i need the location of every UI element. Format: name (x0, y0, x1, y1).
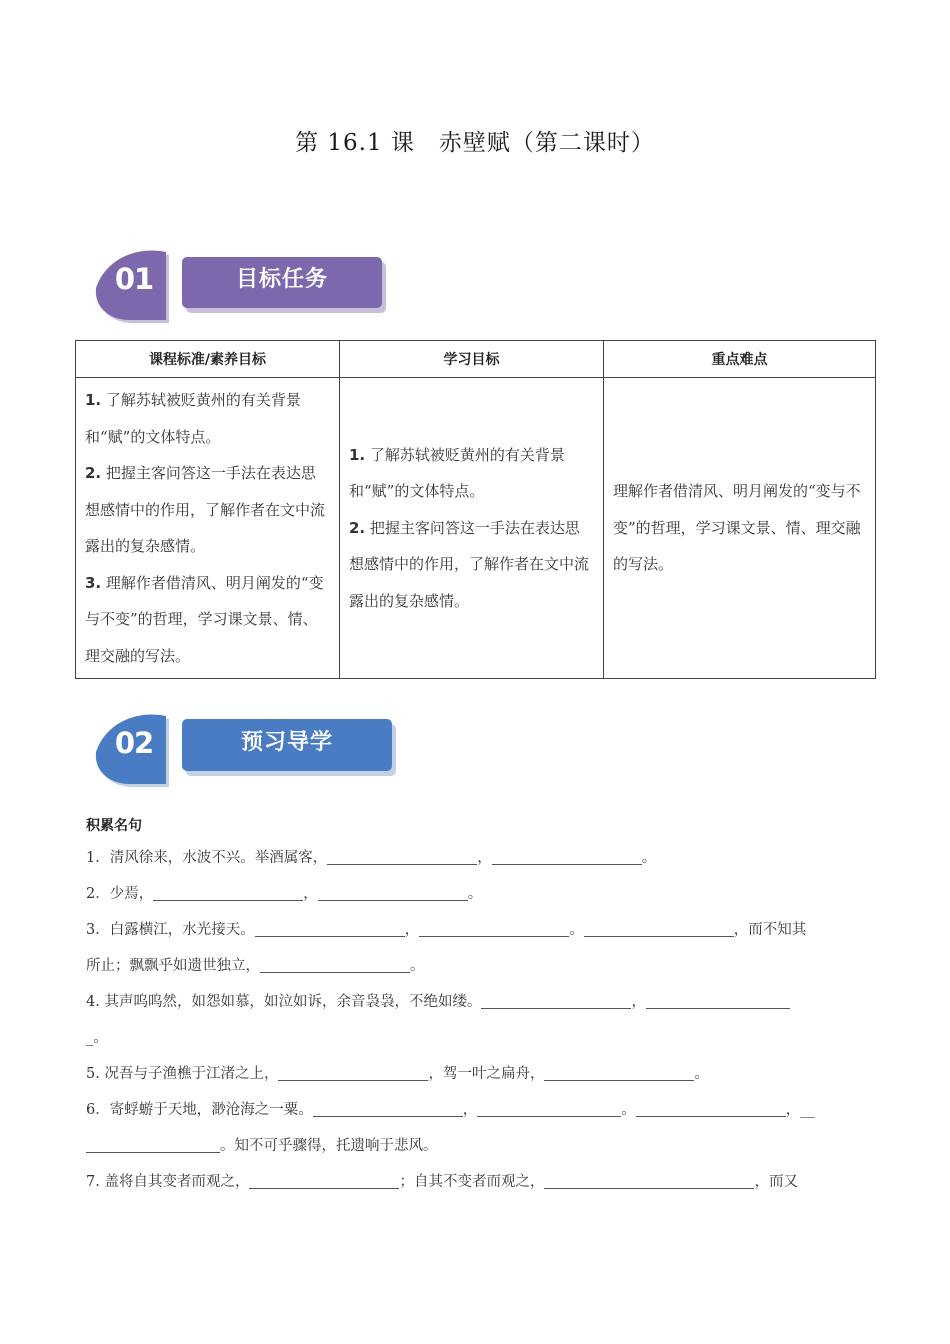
fill-in-line (86, 1128, 864, 1164)
answer-blank[interactable] (646, 990, 790, 1009)
fill-in-line (86, 948, 864, 984)
exercise-text: 。 (410, 958, 425, 974)
exercise-text: ，驾一叶之扁舟， (428, 1066, 545, 1082)
answer-blank[interactable] (313, 1098, 463, 1117)
goal-item: 2. 把握主客问答这一手法在表达思想感情中的作用，了解作者在文中流露出的复杂感情。 (349, 518, 590, 610)
answer-blank[interactable] (255, 918, 405, 937)
fill-in-line (86, 1164, 864, 1200)
fill-in-line (86, 1020, 864, 1056)
exercise-text: 4. 其声呜呜然，如怨如慕，如泣如诉，余音袅袅，不绝如缕。 (86, 994, 482, 1010)
table-header: 课程标准/素养目标 (76, 341, 340, 378)
answer-blank[interactable] (481, 990, 631, 1009)
exercise-text: 所止；飘飘乎如遗世独立， (86, 958, 260, 974)
exercise-text: 。 (621, 1102, 636, 1118)
answer-blank[interactable] (327, 846, 477, 865)
answer-blank[interactable] (86, 1134, 220, 1153)
accumulate-heading: 积累名句 (86, 818, 142, 834)
exercise-text: 5. 况吾与子渔樵于江渚之上， (86, 1066, 279, 1082)
section-number: 01 (114, 262, 154, 296)
fill-in-line (86, 984, 864, 1020)
answer-blank[interactable] (419, 918, 569, 937)
section-label: 预习导学 (240, 730, 333, 755)
exercise-text: 7. 盖将自其变者而观之， (86, 1174, 250, 1190)
answer-blank[interactable] (318, 882, 468, 901)
exercise-text: 。知不可乎骤得，托遗响于悲风。 (220, 1138, 438, 1154)
section-number: 02 (114, 726, 154, 760)
exercise-text: ， (477, 850, 492, 866)
answer-blank[interactable] (249, 1170, 399, 1189)
section-label: 目标任务 (235, 267, 328, 292)
goal-item: 1. 了解苏轼被贬黄州的有关背景和“赋”的文体特点。 (85, 391, 301, 446)
exercise-text: 2．少焉， (86, 886, 154, 902)
answer-blank[interactable] (544, 1062, 694, 1081)
fill-in-line (86, 912, 864, 948)
exercise-text: 。 (569, 922, 584, 938)
answer-blank[interactable] (278, 1062, 428, 1081)
exercise-text: 3．白露横江，水光接天。 (86, 922, 255, 938)
exercise-text: 6．寄蜉蝣于天地，渺沧海之一粟。 (86, 1102, 313, 1118)
goals-table (75, 340, 876, 679)
fill-in-line (86, 876, 864, 912)
exercise-text: ， (462, 1102, 478, 1118)
exercise-text: ， (404, 922, 420, 938)
answer-blank[interactable] (153, 882, 303, 901)
goal-item: 2. 把握主客问答这一手法在表达思想感情中的作用，了解作者在文中流露出的复杂感情。 (85, 464, 326, 555)
answer-blank[interactable] (636, 1098, 786, 1117)
exercise-text: 。 (641, 850, 657, 866)
goal-item: 1. 了解苏轼被贬黄州的有关背景和“赋”的文体特点。 (349, 445, 565, 501)
curriculum-standards-cell (76, 378, 340, 679)
table-header: 重点难点 (604, 341, 876, 378)
page-title: 第 16.1 课 赤壁赋（第二课时） (295, 130, 655, 156)
answer-blank[interactable] (492, 846, 642, 865)
exercise-text: ， (303, 886, 318, 902)
answer-blank[interactable] (260, 954, 410, 973)
fill-in-line (86, 1092, 864, 1128)
answer-blank[interactable] (544, 1170, 754, 1189)
exercise-text: 。 (467, 886, 483, 902)
fill-in-line (86, 1056, 864, 1092)
answer-blank[interactable] (584, 918, 734, 937)
exercise-text: 。 (694, 1066, 709, 1082)
exercise-text: ，__ (785, 1102, 815, 1118)
section-banner-preview (92, 708, 402, 788)
goal-item: 3. 理解作者借清风、明月阐发的“变与不变”的哲理，学习课文景、情、理交融的写法。 (85, 573, 324, 665)
key-difficulties-cell: 理解作者借清风、明月阐发的“变与不变”的哲理，学习课文景、情、理交融的写法。 (604, 378, 876, 679)
exercise-text: ， (631, 994, 646, 1010)
exercise-text: ，而不知其 (733, 922, 807, 938)
exercise-text: 1．清风徐来，水波不兴。举酒属客， (86, 850, 328, 866)
exercise-text: ；自其不变者而观之， (399, 1174, 545, 1190)
fill-in-line (86, 840, 864, 876)
answer-blank[interactable] (477, 1098, 621, 1117)
table-header: 学习目标 (340, 341, 604, 378)
fill-in-exercise-list (86, 840, 864, 1200)
learning-goals-cell (340, 378, 604, 679)
exercise-text: ，而又 (754, 1174, 798, 1190)
exercise-text: _。 (86, 1030, 108, 1046)
section-banner-goals (92, 244, 402, 324)
